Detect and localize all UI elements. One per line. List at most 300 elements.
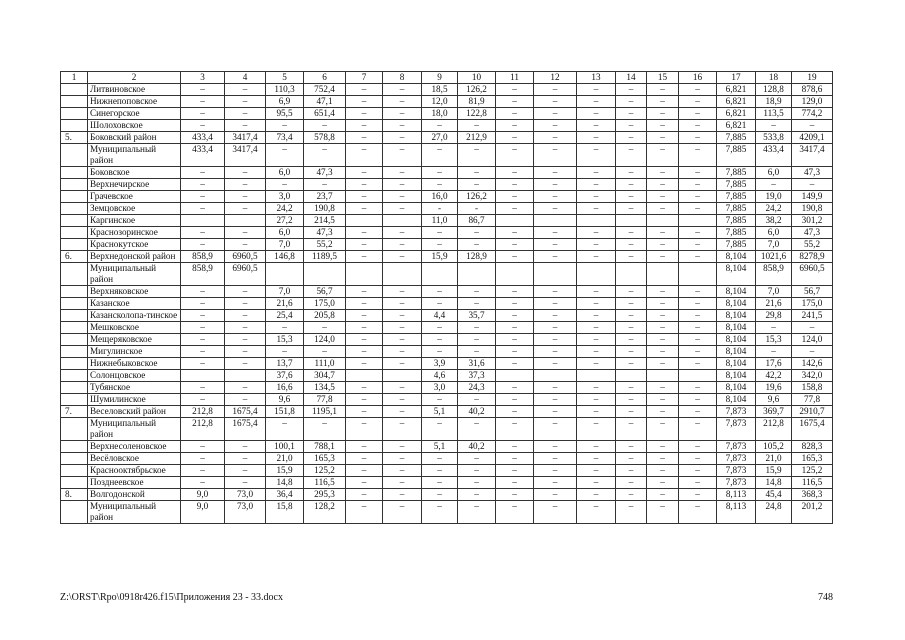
table-cell: – — [496, 453, 534, 465]
table-cell: – — [534, 286, 577, 298]
table-cell: – — [346, 191, 383, 203]
table-cell: – — [346, 489, 383, 501]
table-cell: – — [181, 358, 225, 370]
table-cell: – — [577, 346, 616, 358]
table-cell: 18,0 — [422, 108, 458, 120]
table-cell: 7,885 — [717, 203, 756, 215]
table-cell: – — [679, 132, 717, 144]
table-cell: – — [792, 322, 833, 334]
table-cell: – — [225, 322, 266, 334]
table-cell: – — [458, 346, 496, 358]
table-cell: – — [577, 394, 616, 406]
table-cell: – — [181, 203, 225, 215]
table-row — [61, 477, 833, 489]
table-cell: – — [577, 120, 616, 132]
table-cell — [534, 263, 577, 286]
table-cell: – — [346, 251, 383, 263]
table-cell: – — [534, 179, 577, 191]
table-cell: – — [181, 322, 225, 334]
row-number — [61, 191, 88, 203]
row-number — [61, 358, 88, 370]
table-cell: – — [679, 489, 717, 501]
table-cell: 175,0 — [792, 298, 833, 310]
table-cell: – — [679, 286, 717, 298]
table-cell: – — [422, 477, 458, 489]
table-cell: 8,104 — [717, 382, 756, 394]
table-cell: 9,6 — [266, 394, 304, 406]
table-cell: – — [225, 167, 266, 179]
table-cell: – — [577, 203, 616, 215]
table-row — [61, 501, 833, 524]
table-cell: 6,821 — [717, 108, 756, 120]
table-cell: 8278,9 — [792, 251, 833, 263]
table-cell: – — [496, 84, 534, 96]
table-cell: 73,4 — [266, 132, 304, 144]
table-cell — [422, 263, 458, 286]
table-cell: 7,873 — [717, 418, 756, 441]
table-cell: 146,8 — [266, 251, 304, 263]
table-cell: 1675,4 — [225, 418, 266, 441]
table-cell: – — [647, 453, 679, 465]
table-cell: 190,8 — [792, 203, 833, 215]
table-cell: – — [792, 346, 833, 358]
table-cell — [383, 263, 422, 286]
table-cell: – — [225, 84, 266, 96]
table-cell: 21,6 — [756, 298, 792, 310]
table-cell: – — [647, 406, 679, 418]
table-cell: – — [422, 179, 458, 191]
table-cell — [577, 370, 616, 382]
table-cell: – — [534, 132, 577, 144]
table-cell: – — [647, 441, 679, 453]
table-cell: – — [647, 120, 679, 132]
data-table — [60, 71, 833, 524]
table-cell: – — [577, 382, 616, 394]
table-cell: 16,6 — [266, 382, 304, 394]
column-header: 1 — [61, 72, 88, 84]
row-number — [61, 298, 88, 310]
table-cell: – — [616, 179, 647, 191]
table-cell: 124,0 — [792, 334, 833, 346]
table-cell: – — [346, 477, 383, 489]
table-cell: 151,8 — [266, 406, 304, 418]
table-cell: – — [647, 418, 679, 441]
table-cell: 124,0 — [304, 334, 346, 346]
table-cell: 7,885 — [717, 144, 756, 167]
table-cell: – — [225, 239, 266, 251]
table-cell: – — [647, 358, 679, 370]
table-cell: – — [616, 108, 647, 120]
table-cell: – — [383, 227, 422, 239]
table-cell: – — [496, 489, 534, 501]
table-cell: – — [225, 453, 266, 465]
table-cell: – — [225, 358, 266, 370]
table-cell: – — [181, 382, 225, 394]
table-cell: 214,5 — [304, 215, 346, 227]
table-cell: – — [647, 322, 679, 334]
table-cell: – — [679, 298, 717, 310]
table-cell: 533,8 — [756, 132, 792, 144]
table-cell: – — [534, 489, 577, 501]
table-cell: 158,8 — [792, 382, 833, 394]
table-cell: 31,6 — [458, 358, 496, 370]
territory-name: Шолоховское — [88, 120, 181, 132]
table-cell: – — [383, 251, 422, 263]
table-cell: – — [616, 394, 647, 406]
table-cell: – — [647, 179, 679, 191]
table-cell: – — [422, 489, 458, 501]
table-row — [61, 394, 833, 406]
table-cell: – — [577, 477, 616, 489]
table-cell: – — [534, 465, 577, 477]
row-number — [61, 310, 88, 322]
table-cell: 212,8 — [181, 418, 225, 441]
table-cell: 73,0 — [225, 501, 266, 524]
table-cell: – — [616, 418, 647, 441]
table-cell: 47,3 — [792, 227, 833, 239]
column-header: 8 — [383, 72, 422, 84]
table-cell: – — [496, 501, 534, 524]
table-cell: 105,2 — [756, 441, 792, 453]
table-cell: – — [616, 203, 647, 215]
table-cell: 12,0 — [422, 96, 458, 108]
table-cell: – — [534, 310, 577, 322]
table-cell: – — [346, 346, 383, 358]
table-cell: 7,0 — [756, 286, 792, 298]
table-cell: – — [225, 346, 266, 358]
table-cell: 47,3 — [792, 167, 833, 179]
row-number — [61, 179, 88, 191]
table-cell: 17,6 — [756, 358, 792, 370]
row-number — [61, 144, 88, 167]
table-cell: – — [679, 310, 717, 322]
table-cell: 6,821 — [717, 96, 756, 108]
table-cell: 6,821 — [717, 120, 756, 132]
table-cell: – — [679, 501, 717, 524]
table-cell: – — [496, 346, 534, 358]
table-cell: – — [181, 310, 225, 322]
table-cell — [647, 263, 679, 286]
table-cell: – — [496, 239, 534, 251]
table-cell: – — [383, 465, 422, 477]
table-cell: – — [346, 132, 383, 144]
territory-name: Муниципальный район — [88, 263, 181, 286]
table-cell: – — [225, 465, 266, 477]
table-cell: – — [534, 441, 577, 453]
column-header: 12 — [534, 72, 577, 84]
table-cell: – — [458, 465, 496, 477]
table-cell: – — [225, 203, 266, 215]
table-cell: – — [496, 418, 534, 441]
territory-name: Шумилинское — [88, 394, 181, 406]
table-row — [61, 346, 833, 358]
table-cell: – — [577, 418, 616, 441]
table-cell: 7,873 — [717, 477, 756, 489]
table-cell: 40,2 — [458, 441, 496, 453]
table-cell: – — [577, 179, 616, 191]
table-cell: – — [756, 322, 792, 334]
table-cell: 15,9 — [422, 251, 458, 263]
table-cell: 8,104 — [717, 310, 756, 322]
table-cell: 878,6 — [792, 84, 833, 96]
table-cell: 5,1 — [422, 406, 458, 418]
table-cell: 128,8 — [756, 84, 792, 96]
table-cell: – — [458, 167, 496, 179]
table-cell: 8,104 — [717, 263, 756, 286]
table-cell: – — [647, 346, 679, 358]
table-row — [61, 465, 833, 477]
territory-name: Боковский район — [88, 132, 181, 144]
table-cell: – — [616, 239, 647, 251]
table-cell: – — [383, 406, 422, 418]
table-cell: 9,6 — [756, 394, 792, 406]
table-cell: – — [458, 144, 496, 167]
table-cell: 15,8 — [266, 501, 304, 524]
table-cell: – — [181, 108, 225, 120]
table-cell: – — [458, 239, 496, 251]
table-cell: – — [383, 96, 422, 108]
table-cell: – — [534, 322, 577, 334]
table-cell: 45,4 — [756, 489, 792, 501]
table-row — [61, 358, 833, 370]
table-cell: 6960,5 — [225, 263, 266, 286]
table-cell: – — [496, 358, 534, 370]
table-cell — [679, 263, 717, 286]
table-cell: 7,0 — [756, 239, 792, 251]
table-cell: – — [496, 120, 534, 132]
table-cell: – — [577, 465, 616, 477]
table-cell: – — [679, 191, 717, 203]
table-cell: 5,1 — [422, 441, 458, 453]
territory-name: Волгодонской — [88, 489, 181, 501]
table-cell: – — [616, 310, 647, 322]
table-cell — [266, 263, 304, 286]
table-cell: 752,4 — [304, 84, 346, 96]
table-cell: 6,0 — [756, 227, 792, 239]
table-cell: 37,3 — [458, 370, 496, 382]
table-cell: 433,4 — [756, 144, 792, 167]
table-cell: 8,104 — [717, 298, 756, 310]
table-cell: – — [496, 167, 534, 179]
table-cell: – — [792, 179, 833, 191]
table-cell: – — [422, 120, 458, 132]
table-cell: 858,9 — [756, 263, 792, 286]
table-row — [61, 370, 833, 382]
territory-name: Верхнечирское — [88, 179, 181, 191]
table-cell: – — [181, 298, 225, 310]
table-cell: 433,4 — [181, 132, 225, 144]
table-cell: 2910,7 — [792, 406, 833, 418]
table-cell: 27,0 — [422, 132, 458, 144]
table-cell: – — [346, 239, 383, 251]
territory-name: Краснооктябрьское — [88, 465, 181, 477]
table-cell: 42,2 — [756, 370, 792, 382]
table-cell: 55,2 — [792, 239, 833, 251]
table-cell: 212,9 — [458, 132, 496, 144]
territory-name: Краснозоринское — [88, 227, 181, 239]
table-cell: – — [496, 96, 534, 108]
row-number — [61, 453, 88, 465]
table-cell: – — [577, 108, 616, 120]
table-cell: – — [383, 322, 422, 334]
table-cell: – — [383, 286, 422, 298]
table-cell — [225, 370, 266, 382]
table-cell: 205,8 — [304, 310, 346, 322]
column-header: 13 — [577, 72, 616, 84]
table-cell: 7,873 — [717, 441, 756, 453]
table-cell: – — [181, 167, 225, 179]
table-cell: – — [534, 394, 577, 406]
table-cell: 7,885 — [717, 239, 756, 251]
table-cell: – — [616, 298, 647, 310]
row-number — [61, 286, 88, 298]
table-cell: 304,7 — [304, 370, 346, 382]
header-row — [61, 72, 833, 84]
table-cell: – — [422, 418, 458, 441]
table-cell: 6960,5 — [225, 251, 266, 263]
table-row — [61, 239, 833, 251]
table-cell: – — [647, 501, 679, 524]
territory-name: Верхняковское — [88, 286, 181, 298]
territory-name: Казанское — [88, 298, 181, 310]
table-cell: – — [225, 477, 266, 489]
table-cell: – — [534, 203, 577, 215]
table-cell: 27,2 — [266, 215, 304, 227]
table-cell: – — [577, 191, 616, 203]
table-cell: 201,2 — [792, 501, 833, 524]
column-header: 19 — [792, 72, 833, 84]
table-cell: – — [383, 108, 422, 120]
table-cell — [383, 215, 422, 227]
table-cell — [496, 370, 534, 382]
table-cell: 9,0 — [181, 501, 225, 524]
table-row — [61, 96, 833, 108]
table-cell: – — [383, 120, 422, 132]
table-cell: 828,3 — [792, 441, 833, 453]
table-cell: – — [577, 453, 616, 465]
table-cell: – — [458, 394, 496, 406]
table-cell: – — [577, 310, 616, 322]
table-cell: – — [266, 179, 304, 191]
table-cell: – — [534, 84, 577, 96]
table-row — [61, 251, 833, 263]
table-cell — [679, 215, 717, 227]
table-cell: – — [577, 322, 616, 334]
table-cell — [577, 263, 616, 286]
table-cell: – — [346, 334, 383, 346]
table-cell: 4,6 — [422, 370, 458, 382]
table-cell: – — [496, 179, 534, 191]
column-header: 5 — [266, 72, 304, 84]
table-cell: – — [647, 84, 679, 96]
table-cell: – — [534, 358, 577, 370]
table-cell: – — [181, 239, 225, 251]
table-cell: 301,2 — [792, 215, 833, 227]
table-cell: – — [534, 96, 577, 108]
table-cell: – — [679, 251, 717, 263]
table-cell: – — [577, 144, 616, 167]
table-cell: 142,6 — [792, 358, 833, 370]
table-cell — [346, 215, 383, 227]
table-cell: 295,3 — [304, 489, 346, 501]
table-cell: – — [534, 108, 577, 120]
territory-name: Позднеевское — [88, 477, 181, 489]
table-cell: – — [496, 394, 534, 406]
table-cell: – — [266, 322, 304, 334]
table-cell: – — [616, 501, 647, 524]
table-cell: – — [496, 477, 534, 489]
table-cell: 368,3 — [792, 489, 833, 501]
table-cell: – — [225, 191, 266, 203]
territory-name: Нижнепоповское — [88, 96, 181, 108]
table-cell: 111,0 — [304, 358, 346, 370]
table-cell: 23,7 — [304, 191, 346, 203]
table-cell: – — [647, 239, 679, 251]
row-number: 8. — [61, 489, 88, 501]
table-cell: – — [346, 441, 383, 453]
table-cell: 100,1 — [266, 441, 304, 453]
table-cell — [647, 215, 679, 227]
table-cell: 7,885 — [717, 167, 756, 179]
table-cell: 342,0 — [792, 370, 833, 382]
table-cell: – — [577, 489, 616, 501]
table-row — [61, 203, 833, 215]
table-cell: 14,8 — [756, 477, 792, 489]
table-cell: – — [346, 358, 383, 370]
table-cell: - — [458, 203, 496, 215]
table-cell: 15,9 — [266, 465, 304, 477]
table-cell: – — [679, 406, 717, 418]
territory-name: Муниципальный район — [88, 418, 181, 441]
table-cell: – — [496, 441, 534, 453]
territory-name: Тубянское — [88, 382, 181, 394]
table-cell: – — [181, 334, 225, 346]
table-cell: – — [577, 334, 616, 346]
table-cell: – — [647, 132, 679, 144]
table-cell: – — [383, 489, 422, 501]
table-cell: – — [383, 298, 422, 310]
table-cell: – — [458, 477, 496, 489]
table-cell: 4209,1 — [792, 132, 833, 144]
table-cell: – — [577, 441, 616, 453]
table-cell: – — [679, 96, 717, 108]
table-cell: 11,0 — [422, 215, 458, 227]
table-cell: - — [422, 203, 458, 215]
territory-name: Веселовский район — [88, 406, 181, 418]
table-cell: – — [422, 465, 458, 477]
table-cell: 15,3 — [266, 334, 304, 346]
table-cell: 8,104 — [717, 394, 756, 406]
table-cell: – — [679, 394, 717, 406]
column-header: 10 — [458, 72, 496, 84]
table-row — [61, 334, 833, 346]
table-cell: – — [534, 334, 577, 346]
territory-name: Каргинское — [88, 215, 181, 227]
table-cell: – — [534, 191, 577, 203]
table-cell: – — [496, 132, 534, 144]
table-cell: – — [181, 191, 225, 203]
table-cell: 77,8 — [304, 394, 346, 406]
table-cell — [496, 263, 534, 286]
column-header: 2 — [88, 72, 181, 84]
row-number — [61, 84, 88, 96]
table-cell: 122,8 — [458, 108, 496, 120]
table-cell: – — [346, 501, 383, 524]
table-cell: 149,9 — [792, 191, 833, 203]
table-cell: – — [496, 144, 534, 167]
table-cell: 4,4 — [422, 310, 458, 322]
table-cell: – — [225, 310, 266, 322]
